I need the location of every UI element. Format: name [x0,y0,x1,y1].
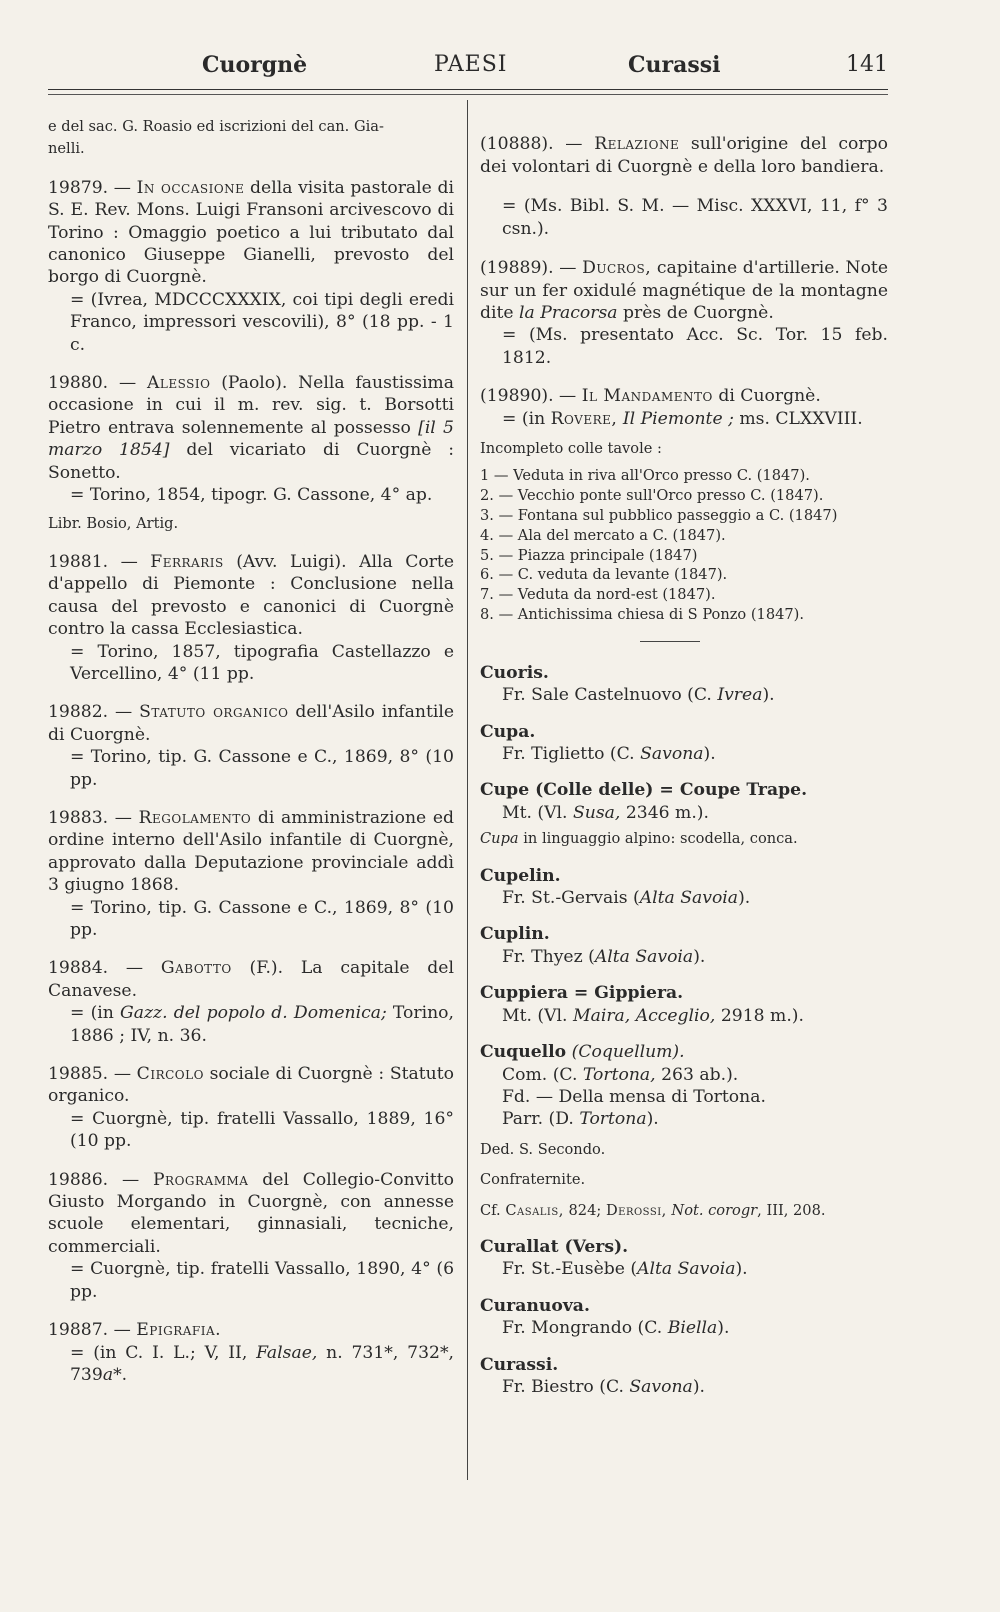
note-text: in linguaggio alpino: scodella, conca. [518,830,798,848]
entry-body [48,1169,454,1259]
locality-line [480,1064,888,1086]
line-text: Com. (C. [502,1064,583,1085]
header-right-term: Curassi [628,52,721,78]
entry-body [48,372,454,484]
plate-item: 5. — Piazza principale (1847) [480,546,698,564]
line-tail: ). [646,1109,659,1130]
ref-prefix: Cf. [480,1201,506,1219]
dash: — [115,702,133,723]
column-divider [467,100,468,1480]
line-tail: ). [738,888,751,909]
line-tail: 263 ab.). [655,1064,739,1085]
entry-title: Circolo [136,1064,204,1085]
line-tail: ). [692,1376,705,1397]
entry-body [48,551,454,641]
line-text: Fd. — Della mensa di Tortona. [502,1086,766,1107]
text-line: nelli. [48,140,85,158]
entry-number: (10888). [480,134,554,155]
entry-body [48,957,454,1002]
pub-details: ms. CLXXVIII. [739,408,863,429]
dash: — [113,1064,131,1085]
line-text: Fr. St.-Eusèbe ( [502,1259,638,1280]
line-text: Fr. Tiglietto (C. [502,744,641,765]
locality-cuppiera [480,982,888,1027]
ref-mid: 824; [563,1201,606,1219]
entry-10888 [480,133,888,240]
entry-text: di amministrazione ed ordine interno dell'Asilo infantile di Cuorgnè, approvato dalla Deputazione provinciale addì 3 giugno 1868. [48,807,455,896]
locality-name: Cuquello [480,1042,567,1063]
line-italic: Ivrea [717,685,763,706]
continuation-text [48,116,454,161]
pub-tail-italic: a [102,1364,114,1385]
header-rule-thin [48,94,888,95]
entry-author: Gabotto [160,958,232,979]
locality-note [480,828,888,850]
left-column [48,116,454,1386]
dash: — [120,551,138,572]
entry-publication: = Cuorgnè, tip. fratelli Vassallo, 1889, 16° (10 pp. [70,1108,454,1152]
entry-text-after: près de Cuorgnè. [623,303,774,323]
entry-title: In occasione [136,177,245,198]
locality-curanuova [480,1295,888,1340]
reference [480,1200,888,1222]
entry-19882 [48,701,454,791]
line-text: Fr. Thyez ( [502,946,595,967]
locality-curassi [480,1354,888,1399]
entry-publication [480,408,888,430]
line-tail: ). [717,1318,730,1339]
pub-author: Rovere, [550,408,618,429]
locality-line [480,743,888,765]
entry-text: (Avv. Luigi). Alla Corte d'appello di Piemonte : Conclusione nella causa del prevosto e canonici di Cuorgnè contro la cassa Ecclesiastica. [48,551,454,640]
entry-number: 19880. [48,373,109,394]
entry-body [48,1063,454,1108]
pub-title: Il Piemonte ; [622,408,734,429]
locality-latin: (Coquellum). [571,1042,685,1063]
entry-19887 [48,1319,454,1386]
locality-line [480,802,888,824]
entry-body [480,257,888,324]
locality-line [480,1258,888,1280]
entry-text-after: del vicariato di Cuorgnè : Sonetto. [48,440,455,483]
entry-publication: = (Ms. Bibl. S. M. — Misc. XXXVI, 11, f° 3 csn.). [502,196,888,239]
locality-name: Cuplin. [480,924,550,945]
line-tail: ). [703,744,716,765]
plate-item: 7. — Veduta da nord-est (1847). [480,586,716,604]
pub-journal: Gazz. del popolo d. Domenica; [120,1003,387,1024]
entry-19884 [48,957,454,1047]
locality-line [480,1086,888,1108]
entry-text: capitaine d'artillerie. Note sur un fer oxidulé magnétique de la montagne dite [480,258,888,323]
locality-line [480,1108,888,1130]
plate-item: 8. — Antichissima chiesa di S Ponzo (1847). [480,606,805,624]
entry-publication: = (Ivrea, MDCCCXXXIX, coi tipi degli eredi Franco, impressori vescovili), 8° (18 pp. - 1 c. [70,289,454,355]
pub-details: n. 731*, 732*, 739 [70,1342,455,1385]
locality-name: Cupa. [480,721,536,742]
entry-publication: = Cuorgnè, tip. fratelli Vassallo, 1890, 4° (6 pp. [70,1259,454,1302]
entry-text: sull'origine del corpo dei volontari di Cuorgnè e della loro bandiera. [480,134,888,177]
line-text: Mt. (Vl. [502,1005,573,1026]
pub-prefix: = (in [70,1003,114,1024]
entry-title: Programma [152,1169,249,1190]
entry-body [480,385,888,407]
pub-section: Falsae, [256,1342,318,1363]
plate-item: 2. — Vecchio ponte sull'Orco presso C. (1847). [480,487,824,505]
dash: — [113,1320,131,1341]
text-line: e del sac. G. Roasio ed iscrizioni del can. Gia- [48,118,384,135]
entry-number: (19889). [480,258,554,279]
locality-name: Curanuova. [480,1295,590,1316]
entry-number: (19890). [480,386,554,407]
plates-intro: Incompleto colle tavole : [480,440,662,458]
line-text: Fr. Sale Castelnuovo (C. [502,685,718,706]
entry-body [48,1319,454,1341]
locality-cuquello [480,1041,888,1222]
locality-heading [480,1041,888,1063]
entry-number: 19886. [48,1169,109,1190]
line-italic: Susa, [572,802,621,823]
locality-line [480,684,888,706]
dash: — [559,258,577,279]
entry-body [480,133,888,178]
pub-prefix: = (in C. I. L.; V, II, [70,1342,248,1363]
line-text: Mt. (Vl. [502,802,573,823]
locality-name: Cupelin. [480,865,561,886]
right-column [480,116,888,1398]
dash: — [114,807,132,828]
line-italic: Maira, Acceglio, [572,1005,716,1026]
dash: — [125,958,144,979]
entry-19890 [480,385,888,625]
entry-text: del Collegio-Convitto Giusto Morgando in Cuorgnè, con annesse scuole elementari, ginnasiali, tecniche, commerciali. [48,1169,455,1257]
locality-cupa [480,721,888,766]
plate-item: 3. — Fontana sul pubblico passeggio a C. (1847) [480,507,838,525]
entry-publication: = Torino, 1854, tipogr. G. Cassone, 4° ap. [70,485,433,506]
dash: — [118,373,137,394]
entry-19886 [48,1169,454,1303]
header-left-term: Cuorgnè [202,52,308,78]
locality-name: Cupe (Colle delle) = Coupe Trape. [480,780,808,801]
line-italic: Savona [629,1376,693,1397]
locality-name: Cuoris. [480,662,549,683]
entry-author: Ferraris [150,551,224,572]
plate-item: 1 — Veduta in riva all'Orco presso C. (1847). [480,467,810,485]
entry-body [48,807,454,897]
header-section: PAESI [434,52,508,77]
locality-line [480,887,888,909]
section-rule [640,641,700,642]
locality-cupe [480,779,888,850]
dash: — [559,386,577,407]
entry-text: (F.). La capitale del Canavese. [48,958,454,1001]
line-tail: ). [693,946,706,967]
entry-19883 [48,807,454,941]
line-italic: Alta Savoia [639,888,739,909]
plates-list [480,466,888,624]
locality-curallat [480,1236,888,1281]
entry-publication: = Torino, 1857, tipografia Castellazzo e Vercellino, 4° (11 pp. [70,641,454,684]
entry-title: Epigrafia. [136,1320,222,1341]
line-tail: 2346 m.). [620,802,709,823]
entry-date: [il 5 marzo 1854] [48,417,454,461]
dash: — [113,177,131,198]
entry-text: della visita pastorale di S. E. Rev. Mons. Luigi Fransoni arcivescovo di Torino : Omaggio poetico a lui tributato dal canonico Giuseppe Gianelli, prevosto del borgo di Cuorgnè. [48,177,454,288]
dedication: Ded. S. Secondo. [480,1140,606,1158]
locality-cuplin [480,923,888,968]
entry-title: Statuto organico [139,702,289,723]
entry-title: Il Mandamento [581,386,713,407]
locality-line [480,1005,888,1027]
entry-author: Ducros, [582,258,652,279]
ref-title: Not. corogr [666,1201,758,1219]
dash: — [565,134,583,155]
plate-item: 4. — Ala del mercato a C. (1847). [480,526,726,544]
entry-number: 19884. [48,958,109,979]
locality-cuoris [480,662,888,707]
entry-publication: = (Ms. presentato Acc. Sc. Tor. 15 feb. 1812. [502,325,888,368]
locality-name: Cuppiera = Gippiera. [480,983,684,1004]
entry-text: dell'Asilo infantile di Cuorgnè. [48,702,455,745]
plate-item: 6. — C. veduta da levante (1847). [480,566,728,584]
entry-body [48,177,454,289]
line-italic: Alta Savoia [637,1259,736,1280]
entry-body [48,701,454,746]
entry-19885 [48,1063,454,1153]
line-italic: Biella [667,1318,718,1339]
entry-text: di Cuorgnè. [718,386,821,407]
line-text: Fr. Biestro (C. [502,1376,630,1397]
entry-note: Libr. Bosio, Artig. [48,514,179,532]
entry-19880 [48,372,454,535]
dash: — [121,1169,140,1190]
entry-publication: = Torino, tip. G. Cassone e C., 1869, 8° (10 pp. [70,897,454,940]
confraternity: Confraternite. [480,1171,586,1189]
line-text: Fr. St.-Gervais ( [502,888,640,909]
pub-details: Torino, 1886 ; IV, n. 36. [70,1003,454,1046]
entry-19889 [480,257,888,369]
entry-publication: = Torino, tip. G. Cassone e C., 1869, 8° (10 pp. [70,747,454,790]
line-italic: Tortona [579,1109,647,1130]
page-number: 141 [846,52,888,77]
line-tail: ). [735,1259,748,1280]
entry-publication [48,1342,454,1387]
entry-number: 19882. [48,702,109,723]
line-text: Parr. (D. [502,1109,580,1130]
locality-name: Curassi. [480,1354,559,1375]
entry-number: 19883. [48,807,109,828]
pub-prefix: = (in [502,408,546,429]
entry-number: 19887. [48,1320,109,1341]
entry-text: sociale di Cuorgnè : Statuto organico. [48,1064,454,1107]
entry-number: 19885. [48,1064,109,1085]
ref-details: , III, 208. [757,1201,826,1219]
entry-19881 [48,551,454,685]
pub-tail: *. [113,1364,128,1385]
line-italic: Alta Savoia [594,946,694,967]
entry-text: (Paolo). Nella faustissima occasione in cui il m. rev. sig. t. Borsotti Pietro entrava solennemente al possesso [48,373,454,438]
header-rule [48,89,888,90]
entry-title: Relazione [594,134,680,155]
line-tail: ). [762,685,775,706]
entry-number: 19881. [48,551,109,572]
locality-line [480,1317,888,1339]
note-term: Cupa [480,830,519,848]
locality-line [480,946,888,968]
entry-title: Regolamento [138,807,252,828]
entry-number: 19879. [48,177,109,198]
ref-author: Casalis, [505,1201,564,1219]
line-text: Fr. Mongrando (C. [502,1318,668,1339]
ref-author: Derossi, [605,1201,667,1219]
entry-author: Alessio [146,373,211,394]
locality-line [480,1376,888,1398]
locality-name: Curallat (Vers). [480,1236,629,1257]
locality-cupelin [480,865,888,910]
entry-publication [48,1002,454,1047]
line-italic: Tortona, [582,1064,656,1085]
line-tail: 2918 m.). [715,1005,804,1026]
entry-italic: la Pracorsa [519,303,618,323]
entry-19879 [48,177,454,356]
line-italic: Savona [640,744,704,765]
page-header [48,48,888,88]
